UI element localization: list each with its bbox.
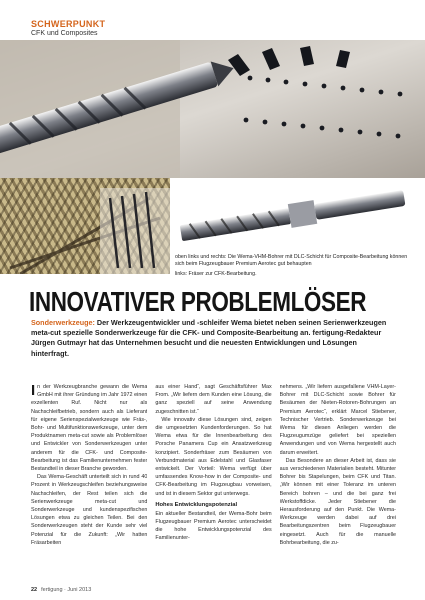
body-columns (31, 383, 396, 583)
drill-photo (0, 40, 425, 178)
page-footer (31, 587, 91, 593)
lead-tag: Sonderwerkzeuge: (31, 318, 95, 327)
body-paragraph: Das Wema-Geschäft unterteilt sich in rund 40 Prozent in Werkzeugschleifen beziehungsweise Nachschleifen, der Rest teilen sich die Serienwerkzeuge meta-cut und Sonderwerkzeuge und kundenspezifischen Lösungen etwa zu gleichen Teilen. Bei den Sonderwerkzeugen steht der Kunde sehr viel Potenzial für die Zukunft: „Wir hatten Fräsarbeiten (31, 474, 148, 546)
honeycomb-illustration (0, 178, 170, 274)
body-paragraph: nehmens. „Wir liefern ausgefallene VHM-Layer-Bohrer mit DLC-Schicht sowie Bohrer für Besäumen der Nieten-Rotoren-Bohrungen an Premium Aerotec“, erklärt Marcel Stiebener, Technischer Vertrieb. Sonderwerkzeuge bei Wema für diesen Anliegen werden die Flugzeugumzüge geliefert bei speziellen Anwendungen und von Wema hergestellt auch darum erweitert. (279, 384, 396, 456)
photo-collage (0, 40, 425, 274)
body-paragraph: aus einer Hand“, sagt Geschäftsführer Max From. „Wir liefern dem Kunden eine Lösung, die ganz speziell auf seine Anwendung zugeschnitten ist.“ (155, 384, 272, 415)
body-text: n der Werkzeugbranche gewann die Wema GmbH mit ihrer Gründung im Jahr 1972 einen exzellenten Ruf. Nicht nur als Nachschleifbetrieb, sondern auch als Lieferant für eigene Serienspezialwerkzeuge wie Fräs-, Bohr- und Multifunktionswerkzeuge, unter dem Produktnamen meta-cut sowie als Problemlöser und Entwickler von Sonderwerkzeugen unter anderem für die CFK- und Composite-Bearbeitung ist das Familienunternehmen fester Bestandteil in dieser Branche geworden. (31, 384, 148, 473)
page-number: 22 (31, 587, 38, 593)
drop-cap: I (31, 383, 36, 399)
lead-text: Der Werkzeugentwickler und -schleifer Wema bietet neben seinen Serienwerkzeugen meta-cut spezielle Sonderwerkzeuge für die CFK- und Composite-Bearbeitung an. fertigung-Redakteur Jürgen Gutmayr hat das Unternehmen besucht und die neuesten Entwicklungen und Lösungen hinterfragt. (31, 318, 387, 358)
body-paragraph (31, 383, 147, 473)
body-paragraph: Ein aktueller Bestandteil, der Wema-Bohr beim Flugzeugbauer Premium Aerotec unterscheidet die hohe Entwicklungspotenzial des Familienunter- (155, 510, 272, 542)
body-paragraph: Wie innovativ diese Lösungen sind, zeigen die umgesetzten Kundenforderungen. So hat Wema etwa für die Innenbearbeitung des Porsche Panamera Cup ein Ansatzwerkzeug konzipiert. Sonderfräser zum Besäumen von Verbundmaterial aus Edelstahl und Glasfaser entwickelt. Der Vorteil: Wema verfügt über umfassendes Know-how in der Composite- und CFK-Bearbeitung im Flugzeugbau vorweisen, und ist in diesem Sektor gut unterwegs. (155, 416, 272, 497)
section-subkicker: CFK und Composites (31, 30, 98, 37)
section-kicker: SCHWERPUNKT (31, 19, 106, 29)
body-column-2 (155, 383, 271, 583)
body-paragraph: Das Besondere an dieser Arbeit ist, dass sie aus verschiedenen Materialien besteht. Mitunter Bohrer bis Stapelungen, beim CFK und Titan. „Wir können mit einer Toleranz im unteren Bereich bohren – und die bei ganz frei Werkstoffdicke. Jeder Stiebener die Herausforderung auf den Punkt. Die Wema-Werkzeuge werden dabei auf drei Bearbeitungszentren beim Flugzeugbauer eingesetzt. Auch für die manuelle Bohrbearbeitung, die zu- (279, 457, 396, 546)
publication-name: fertigung · Juni 2013 (41, 587, 92, 593)
body-subhead: Hohes Entwicklungspotenzial (155, 501, 238, 508)
article-headline: INNOVATIVER PROBLEMLÖSER (29, 286, 367, 318)
drill-illustration (0, 40, 425, 178)
photo-caption-bottom: links: Fräser zur CFK-Bearbeitung. (175, 271, 257, 277)
body-column-1 (31, 383, 147, 583)
photo-caption-top: oben links und rechts: Die Wema-VHM-Bohrer mit DLC-Schicht für Composite-Bearbeitung können sich beim Flugzeugbauer Premium Aerotec gut behaupten (175, 254, 408, 268)
body-column-3 (280, 383, 396, 583)
honeycomb-photo (0, 178, 170, 274)
article-lead (31, 318, 396, 359)
